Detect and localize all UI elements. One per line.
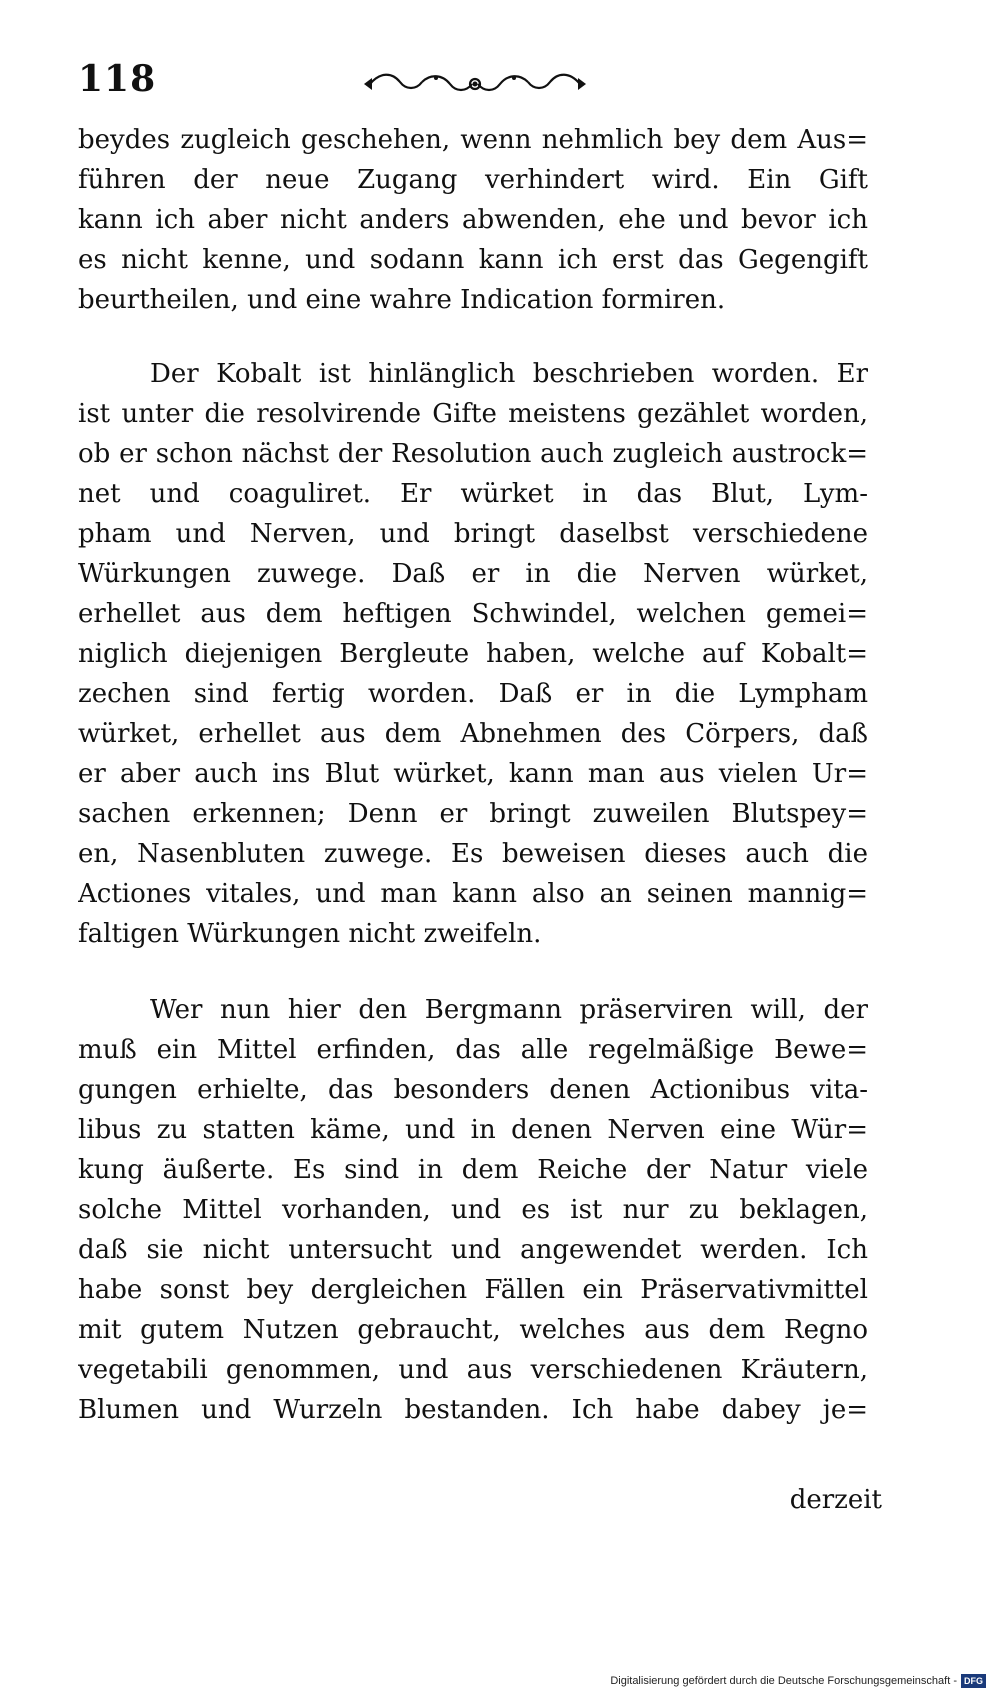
text-line: Würkungen zuwege. Daß er in die Nerven würket, <box>78 559 868 589</box>
text-line: führen der neue Zugang verhindert wird. Ein Gift <box>78 165 868 195</box>
text-line: Blumen und Wurzeln bestanden. Ich habe dabey je= <box>78 1395 868 1425</box>
text-line: habe sonst bey dergleichen Fällen ein Präservativmittel <box>78 1275 868 1305</box>
dfg-logo-icon: DFG <box>961 1674 986 1688</box>
text-line: kann ich aber nicht anders abwenden, ehe und bevor ich <box>78 205 868 235</box>
text-line: pham und Nerven, und bringt daselbst verschiedene <box>78 519 868 549</box>
page-number: 118 <box>78 58 157 100</box>
page-body <box>78 120 868 1430</box>
text-line: zechen sind fertig worden. Daß er in die Lympham <box>78 679 868 709</box>
text-line: erhellet aus dem heftigen Schwindel, welchen gemei= <box>78 599 868 629</box>
text-line: es nicht kenne, und sodann kann ich erst das Gegengift <box>78 245 868 275</box>
text-line: kung äußerte. Es sind in dem Reiche der Natur viele <box>78 1155 868 1185</box>
paragraph-3 <box>78 990 868 1430</box>
digitization-footer <box>610 1674 986 1688</box>
text-line: sachen erkennen; Denn er bringt zuweilen Blutspey= <box>78 799 868 829</box>
text-line: Der Kobalt ist hinlänglich beschrieben worden. Er <box>150 359 868 389</box>
text-line: Actiones vitales, und man kann also an seinen mannig= <box>78 879 868 909</box>
text-line: beurtheilen, und eine wahre Indication formiren. <box>78 285 726 315</box>
text-line: en, Nasenbluten zuwege. Es beweisen dieses auch die <box>78 839 868 869</box>
text-line: net und coaguliret. Er würket in das Blut, Lym- <box>78 479 868 509</box>
text-line: niglich diejenigen Bergleute haben, welche auf Kobalt= <box>78 639 868 669</box>
text-line: mit gutem Nutzen gebraucht, welches aus dem Regno <box>78 1315 868 1345</box>
text-line: beydes zugleich geschehen, wenn nehmlich bey dem Aus= <box>78 125 868 155</box>
text-line: ist unter die resolvirende Gifte meistens gezählet worden, <box>78 399 868 429</box>
text-line: vegetabili genommen, und aus verschiedenen Kräutern, <box>78 1355 868 1385</box>
text-line: ob er schon nächst der Resolution auch zugleich austrock= <box>78 439 868 469</box>
text-line: solche Mittel vorhanden, und es ist nur zu beklagen, <box>78 1195 868 1225</box>
text-line: gungen erhielte, das besonders denen Actionibus vita- <box>78 1075 868 1105</box>
text-line: würket, erhellet aus dem Abnehmen des Cörpers, daß <box>78 719 868 749</box>
footer-text: Digitalisierung gefördert durch die Deutsche Forschungsgemeinschaft - <box>610 1675 957 1687</box>
catchword: derzeit <box>789 1485 882 1515</box>
text-line: daß sie nicht untersucht und angewendet werden. Ich <box>78 1235 868 1265</box>
text-line: er aber auch ins Blut würket, kann man aus vielen Ur= <box>78 759 868 789</box>
decorative-ornament-icon <box>360 64 590 104</box>
paragraph-1 <box>78 120 868 320</box>
text-line: muß ein Mittel erfinden, das alle regelmäßige Bewe= <box>78 1035 868 1065</box>
text-line: Wer nun hier den Bergmann präserviren will, der <box>150 995 868 1025</box>
text-line: faltigen Würkungen nicht zweifeln. <box>78 919 542 949</box>
paragraph-2 <box>78 354 868 954</box>
text-line: libus zu statten käme, und in denen Nerven eine Wür= <box>78 1115 868 1145</box>
